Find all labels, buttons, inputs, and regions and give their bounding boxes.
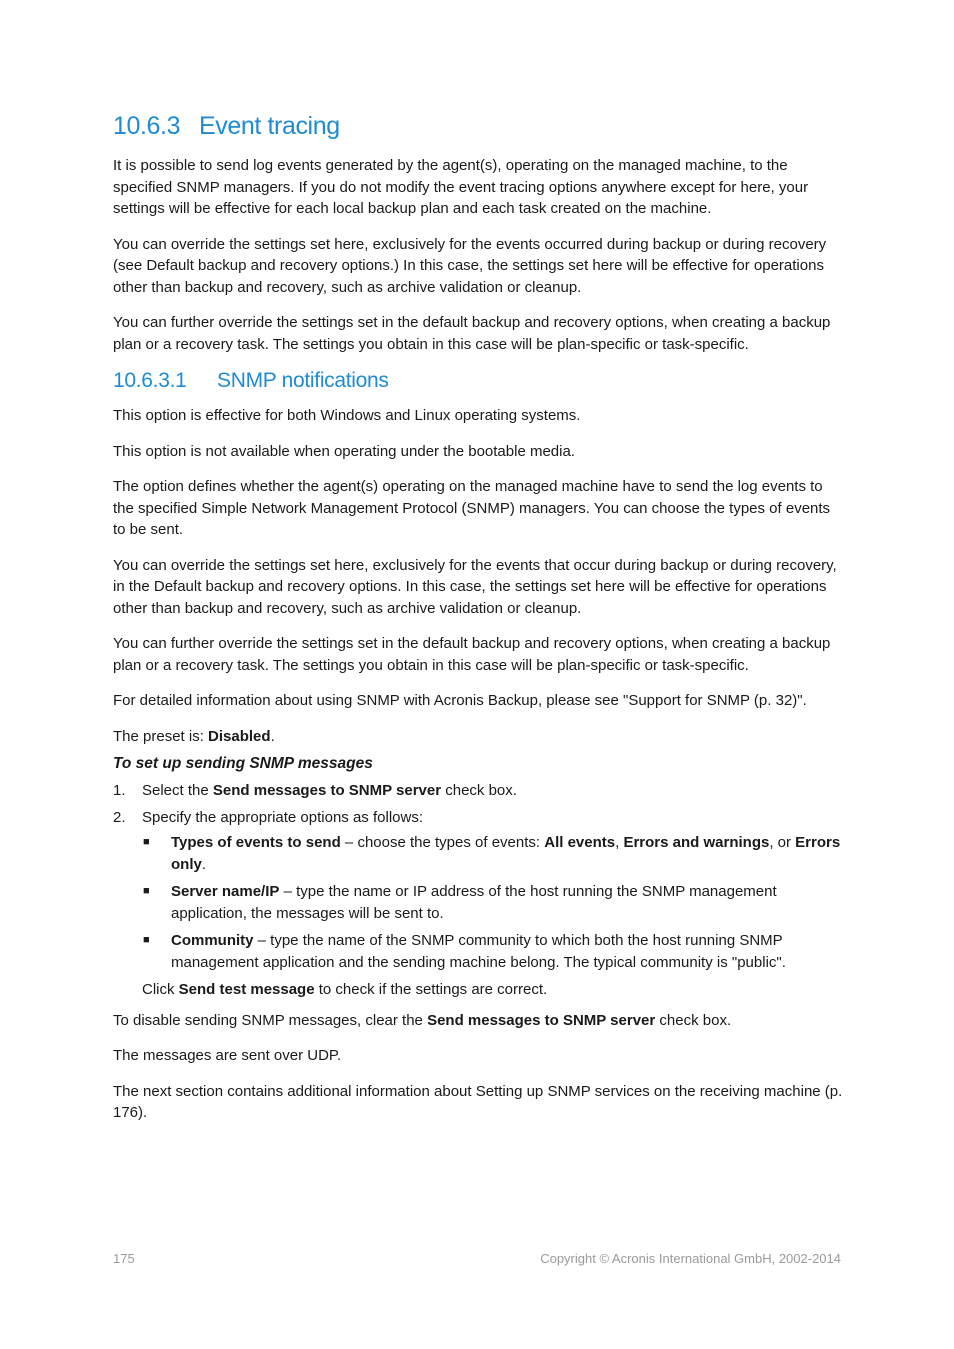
subsection-number: 10.6.3.1 bbox=[113, 369, 187, 392]
list-item: 1. Select the Send messages to SNMP server check box. bbox=[113, 782, 517, 799]
paragraph: The messages are sent over UDP. bbox=[113, 1047, 342, 1064]
square-bullet-icon: ■ bbox=[143, 934, 150, 946]
list-item: 2. Specify the appropriate options as follows: ■ Types of events to send – choose the types of events: All events, Errors and warnings, or Errors only. ■ Server name/IP – type the name or IP address of the host running the SNMP management application, the messages will be sent to. ■ Community – type the name of the SNMP community to which both the host running SNMP management application and the sending machine belong. The typical community is "public". bbox=[113, 807, 845, 974]
paragraph: This option is effective for both Windows and Linux operating systems. bbox=[113, 407, 581, 424]
preset-line: The preset is: Disabled. bbox=[113, 727, 275, 745]
paragraph: You can further override the settings set in the default backup and recovery options, when creating a backup plan or a recovery task. The settings you obtain in this case will be plan-specific or task-specific. bbox=[113, 314, 831, 353]
list-item: ■ Types of events to send – choose the types of events: All events, Errors and warnings, or Errors only. bbox=[143, 834, 841, 873]
paragraph: You can override the settings set here, exclusively for the events that occur during backup or during recovery, in the Default backup and recovery options. In this case, the settings set here will be effective for operations other than backup and recovery, such as archive validation or cleanup. bbox=[113, 556, 837, 617]
paragraph: This option is not available when operating under the bootable media. bbox=[113, 442, 575, 460]
section-heading bbox=[113, 112, 845, 141]
document-page bbox=[113, 112, 845, 1138]
paragraph: For detailed information about using SNMP with Acronis Backup, please see "Support for SNMP (p. 32)". bbox=[113, 692, 807, 709]
subsection-title: SNMP notifications bbox=[217, 369, 389, 392]
list-item: ■ Community – type the name of the SNMP community to which both the host running SNMP management application and the sending machine belong. The typical community is "public". bbox=[143, 932, 786, 971]
square-bullet-icon: ■ bbox=[143, 836, 150, 848]
square-bullet-icon: ■ bbox=[143, 885, 150, 897]
list-item: ■ Server name/IP – type the name or IP address of the host running the SNMP management application, the messages will be sent to. bbox=[143, 883, 777, 922]
steps-list bbox=[113, 780, 845, 973]
page-number: 175 bbox=[113, 1251, 135, 1266]
preset-value: Disabled bbox=[208, 727, 271, 745]
subsection-heading bbox=[113, 369, 845, 393]
paragraph: You can further override the settings set in the default backup and recovery options, when creating a backup plan or a recovery task. The settings you obtain in this case will be plan-specific or task-specific. bbox=[113, 635, 831, 674]
paragraph: It is possible to send log events generated by the agent(s), operating on the managed machine, to the specified SNMP managers. If you do not modify the event tracing options anywhere except for here, your settings will be effective for each local backup plan and each task created on the machine. bbox=[113, 157, 809, 217]
test-message-line: Click Send test message to check if the settings are correct. bbox=[142, 981, 548, 998]
options-list bbox=[142, 832, 845, 973]
paragraph: You can override the settings set here, exclusively for the events occurred during backup or during recovery (see Default backup and recovery options.) In this case, the settings set here will be effective for operations other than backup and recovery, such as archive validation or cleanup. bbox=[113, 235, 827, 296]
procedure-title: To set up sending SNMP messages bbox=[113, 755, 373, 772]
section-number: 10.6.3 bbox=[113, 112, 181, 140]
paragraph: To disable sending SNMP messages, clear the Send messages to SNMP server check box. bbox=[113, 1011, 732, 1029]
paragraph: The option defines whether the agent(s) operating on the managed machine have to send the log events to the specified Simple Network Management Protocol (SNMP) managers. You can choose the types of events to be sent. bbox=[113, 478, 831, 538]
copyright: Copyright © Acronis International GmbH, 2002-2014 bbox=[540, 1251, 841, 1266]
paragraph: The next section contains additional information about Setting up SNMP services on the receiving machine (p. 176). bbox=[113, 1082, 843, 1121]
section-title: Event tracing bbox=[199, 112, 340, 140]
